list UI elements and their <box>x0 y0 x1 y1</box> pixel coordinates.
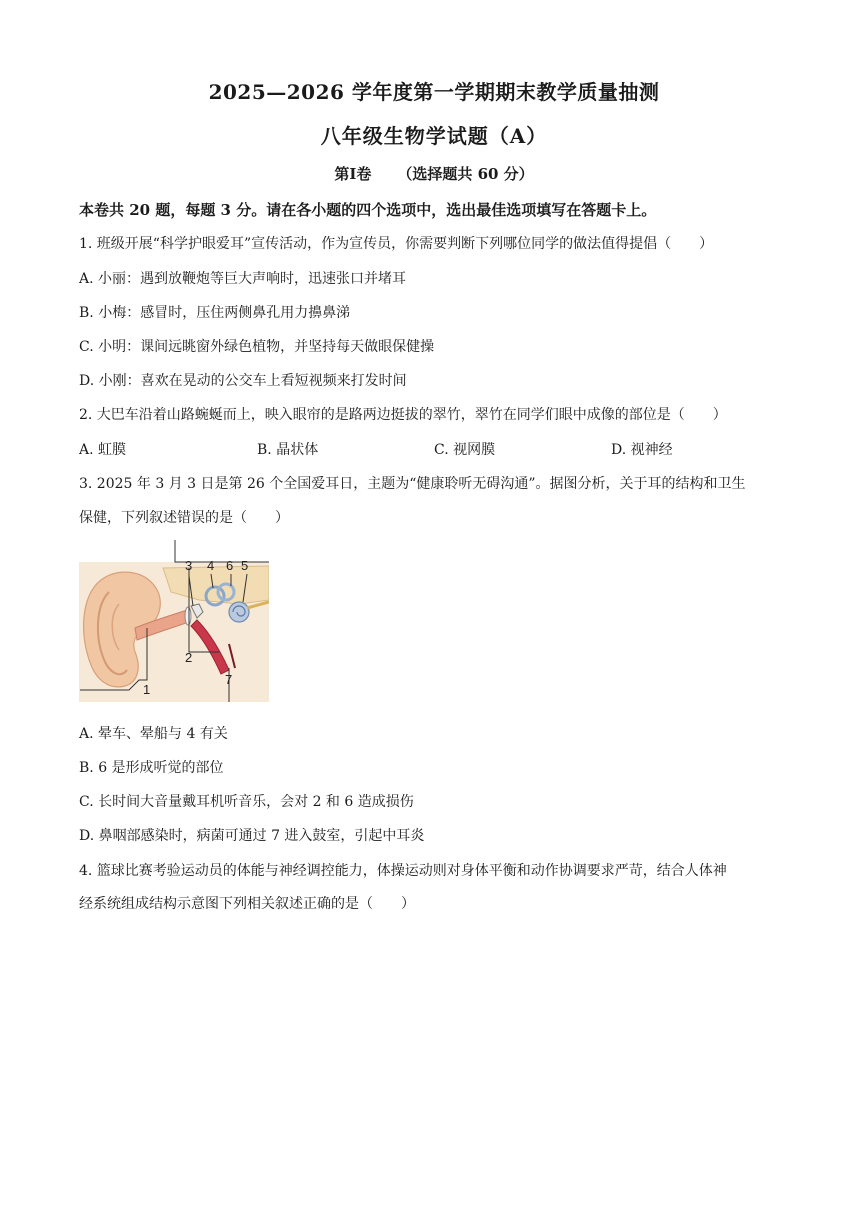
question-2-option-b: B. 晶状体 <box>257 442 319 458</box>
question-3-stem-line-1: 3. 2025 年 3 月 3 日是第 26 个全国爱耳日，主题为“健康聆听无碍沟通”。据图分析，关于耳的结构和卫生 <box>79 476 746 492</box>
figure-label-1: 1 <box>143 682 151 697</box>
question-2-stem: 2. 大巴车沿着山路蜿蜒而上，映入眼帘的是路两边挺拔的翠竹，翠竹在同学们眼中成像的部位是（ ） <box>79 407 727 423</box>
question-1-option-b: B. 小梅：感冒时，压住两侧鼻孔用力擤鼻涕 <box>79 305 351 321</box>
question-1-option-c: C. 小明：课间远眺窗外绿色植物，并坚持每天做眼保健操 <box>79 339 435 355</box>
figure-label-4: 4 <box>207 558 215 573</box>
question-2-option-d: D. 视神经 <box>611 442 673 458</box>
section-label: 第Ⅰ卷 <box>334 165 372 183</box>
figure-label-2: 2 <box>185 650 193 665</box>
question-4-stem-line-1: 4. 篮球比赛考验运动员的体能与神经调控能力，体操运动则对身体平衡和动作协调要求严苛，结合人体神 <box>79 863 727 879</box>
figure-label-5: 5 <box>241 558 249 573</box>
question-3-stem-line-2: 保健，下列叙述错误的是（ ） <box>79 510 289 526</box>
instructions: 本卷共 20 题，每题 3 分。请在各小题的四个选项中，选出最佳选项填写在答题卡上。 <box>79 201 657 219</box>
question-3-option-d: D. 鼻咽部感染时，病菌可通过 7 进入鼓室，引起中耳炎 <box>79 828 425 844</box>
question-4-stem-line-2: 经系统组成结构示意图下列相关叙述正确的是（ ） <box>79 896 415 912</box>
exam-subtitle: 八年级生物学试题（A） <box>320 124 548 148</box>
question-1-option-d: D. 小刚：喜欢在晃动的公交车上看短视频来打发时间 <box>79 373 407 389</box>
question-3-option-b: B. 6 是形成听觉的部位 <box>79 760 224 776</box>
question-2-option-a: A. 虹膜 <box>79 442 127 458</box>
section-heading <box>0 163 868 184</box>
question-1-option-a: A. 小丽：遇到放鞭炮等巨大声响时，迅速张口并堵耳 <box>79 271 407 287</box>
question-2-option-c: C. 视网膜 <box>434 442 496 458</box>
figure-label-3: 3 <box>185 558 193 573</box>
section-note: （选择题共 60 分） <box>397 165 534 183</box>
question-3-option-c: C. 长时间大音量戴耳机听音乐，会对 2 和 6 造成损伤 <box>79 794 414 810</box>
exam-title: 2025—2026 学年度第一学期期末教学质量抽测 <box>208 80 660 104</box>
figure-label-7: 7 <box>225 672 233 687</box>
question-1-stem: 1. 班级开展“科学护眼爱耳”宣传活动，作为宣传员，你需要判断下列哪位同学的做法值得提倡（ ） <box>79 236 714 252</box>
ear-structure-figure <box>79 540 269 702</box>
ear-diagram-illustration <box>79 540 269 702</box>
figure-label-6: 6 <box>226 558 234 573</box>
question-3-option-a: A. 晕车、晕船与 4 有关 <box>79 726 228 742</box>
